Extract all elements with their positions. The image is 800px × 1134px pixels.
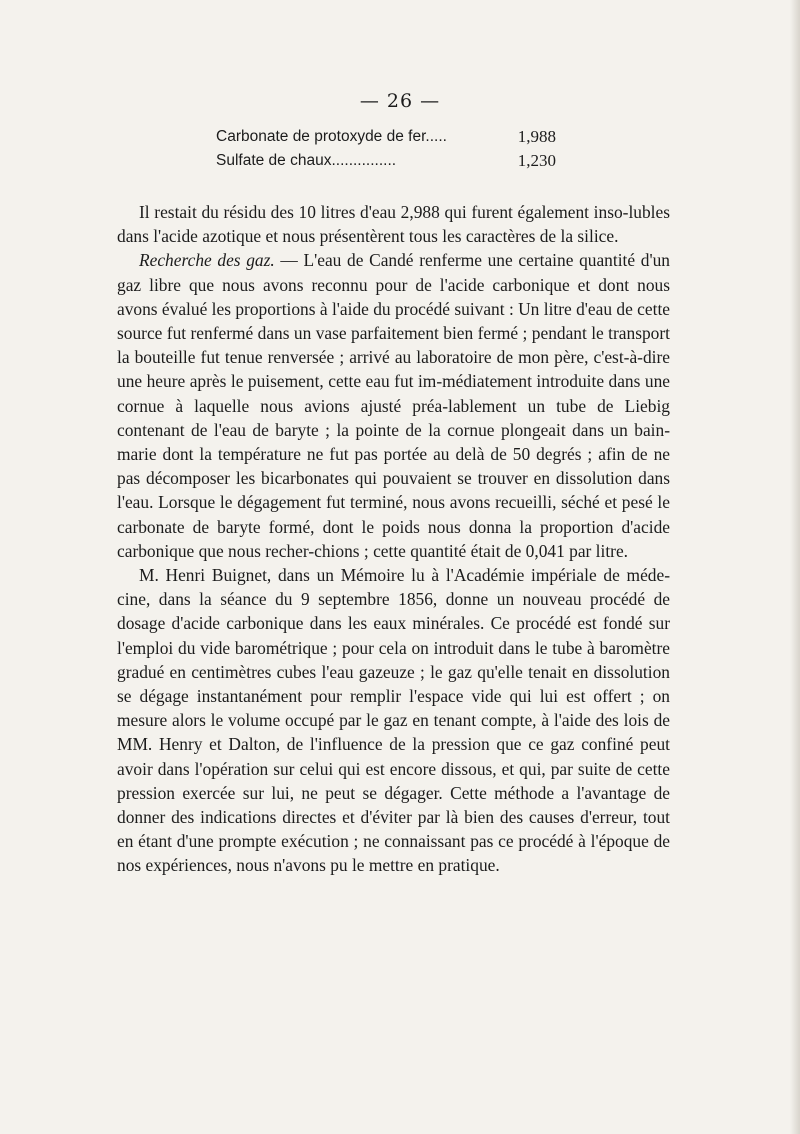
composition-table bbox=[216, 125, 556, 173]
table-row bbox=[216, 125, 556, 149]
table-row-value: 1,988 bbox=[517, 127, 556, 146]
body-text bbox=[117, 200, 670, 878]
table-row-label: Sulfate de chaux............... bbox=[216, 152, 397, 169]
paragraph-gas-body: — L'eau de Candé renferme une certaine quantité d'un gaz libre que nous avons reconnu pour de l'acide carbonique et dont nous avons évalué les proportions à l'aide du procédé suivant : Un litre d'eau de cette source fut renfermé dans un vase parfaitement bien fermé ; pendant le transport la bouteille fut tenue renversée ; arrivé au laboratoire de mon père, c'est-à-dire une heure après le puisement, cette eau fut im-médiatement introduite dans une cornue à laquelle nous avions ajusté préa-lablement un tube de Liebig contenant de l'eau de baryte ; la pointe de la cornue plongeait dans un bain-marie dont la température ne fut pas portée au delà de 50 degrés ; afin de ne pas décomposer les bicarbonates qui pouvaient se trouver en dissolution dans l'eau. Lorsque le dégagement fut terminé, nous avons recueilli, séché et pesé le carbonate de baryte formé, dont le poids nous donna la proportion d'acide carbonique que nous recher-chions ; cette quantité était de 0,041 par litre. bbox=[117, 250, 670, 561]
paragraph-buignet: M. Henri Buignet, dans un Mémoire lu à l'Académie impériale de méde-cine, dans la séance du 9 septembre 1856, donne un nouveau procédé de dosage d'acide carbonique dans les eaux minérales. Ce procédé est fondé sur l'emploi du vide barométrique ; pour cela on introduit dans le tube à baromètre gradué en centimètres cubes l'eau gazeuze ; le gaz qu'elle tenait en dissolution se dégage instantanément pour remplir l'espace vide qui lui est offert ; on mesure alors le volume occupé par le gaz en tenant compte, à l'aide des lois de MM. Henry et Dalton, de l'influence de la pression que ce gaz confiné peut avoir dans l'opération sur celui qui est encore dissous, et qui, par suite de cette pression exercée sur lui, ne peut se dégager. Cette méthode a l'avantage de donner des indications directes et d'éviter par là bien des causes d'erreur, tout en étant d'une prompte exécution ; ne connaissant pas ce procédé à l'époque de nos expériences, nous n'avons pu le mettre en pratique. bbox=[117, 565, 670, 876]
page-number: — 26 — bbox=[359, 90, 441, 112]
paragraph-residue: Il restait du résidu des 10 litres d'eau 2,988 qui furent également inso-lubles dans l'acide azotique et nous présentèrent tous les caractères de la silice. bbox=[117, 202, 670, 247]
paragraph-gas-research bbox=[117, 248, 670, 563]
scan-edge bbox=[790, 0, 800, 1134]
table-row-label: Carbonate de protoxyde de fer..... bbox=[216, 128, 447, 145]
table-row-value: 1,230 bbox=[517, 151, 556, 170]
section-heading: Recherche des gaz. bbox=[139, 250, 275, 271]
table-row bbox=[216, 149, 556, 173]
